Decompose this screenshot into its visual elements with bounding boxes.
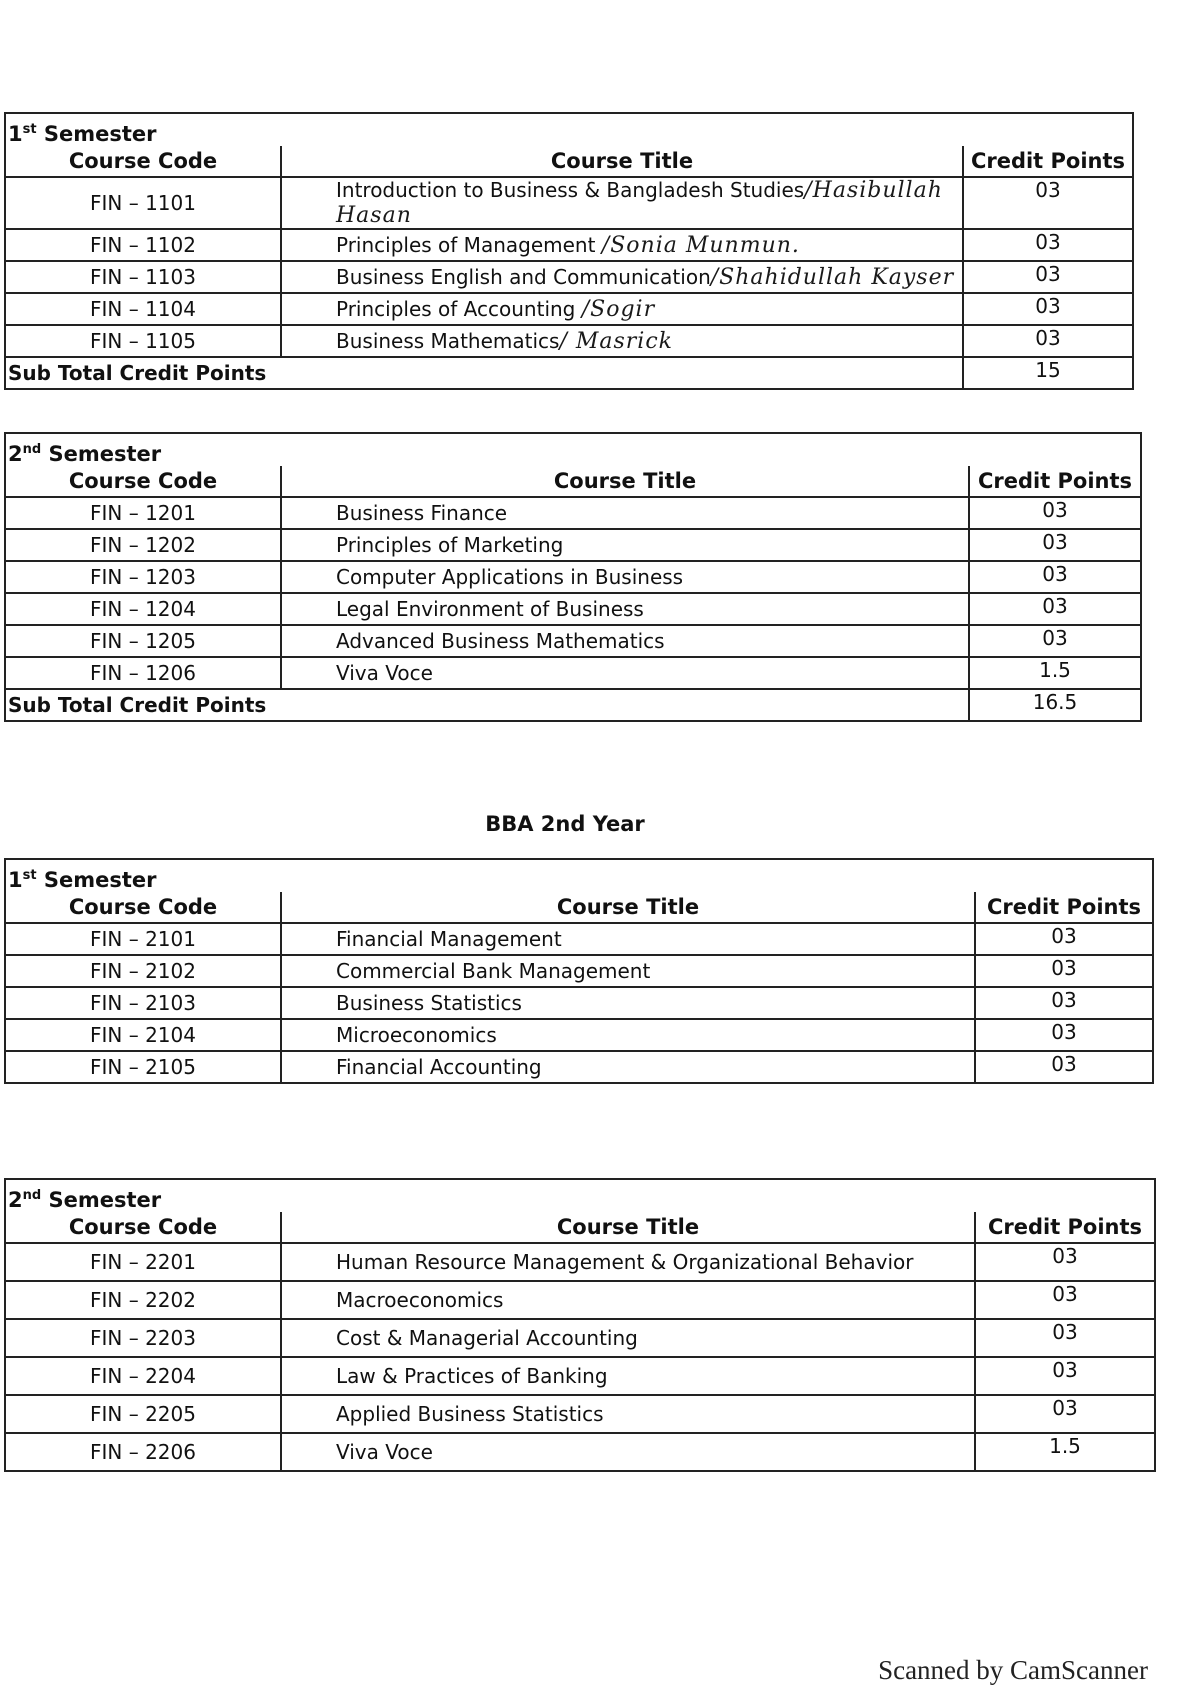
handwritten-note: /Sogir — [581, 296, 656, 322]
course-code: FIN – 1202 — [5, 529, 281, 561]
semester-heading: 2nd Semester — [5, 1179, 1155, 1212]
course-title: Advanced Business Mathematics — [281, 625, 969, 657]
course-title: Commercial Bank Management — [281, 955, 975, 987]
course-title: Business Mathematics — [336, 328, 560, 353]
course-title: Principles of Accounting — [336, 296, 576, 321]
credit-points: 1.5 — [969, 657, 1141, 689]
subtotal-label: Sub Total Credit Points — [5, 689, 969, 721]
semester-heading: 1st Semester — [5, 859, 1153, 892]
course-code: FIN – 1102 — [5, 229, 281, 261]
credit-points: 03 — [969, 529, 1141, 561]
year-heading: BBA 2nd Year — [485, 812, 645, 836]
course-title-header: Course Title — [281, 892, 975, 923]
credit-points: 03 — [975, 923, 1153, 955]
semester-heading: 2nd Semester — [5, 433, 1141, 466]
subtotal-value: 15 — [963, 357, 1133, 389]
table-row — [5, 923, 1153, 955]
course-code: FIN – 2104 — [5, 1019, 281, 1051]
semester-heading-row — [5, 1179, 1155, 1212]
course-code-header: Course Code — [5, 1212, 281, 1243]
table-row — [5, 497, 1141, 529]
table-row — [5, 325, 1133, 357]
table-row — [5, 561, 1141, 593]
course-title: Principles of Management — [336, 232, 596, 257]
credit-points: 03 — [975, 1019, 1153, 1051]
course-code: FIN – 1204 — [5, 593, 281, 625]
semester-table-y1-s2 — [4, 432, 1142, 722]
handwritten-note: / Masrick — [559, 328, 673, 354]
course-title: Law & Practices of Banking — [281, 1357, 975, 1395]
course-title: Business Statistics — [281, 987, 975, 1019]
credit-points: 03 — [963, 229, 1133, 261]
course-title: Viva Voce — [281, 657, 969, 689]
header-row — [5, 466, 1141, 497]
course-code: FIN – 2202 — [5, 1281, 281, 1319]
table-row — [5, 1243, 1155, 1281]
credit-points-header: Credit Points — [963, 146, 1133, 177]
course-code: FIN – 1205 — [5, 625, 281, 657]
course-title-cell — [281, 261, 963, 293]
course-code: FIN – 2205 — [5, 1395, 281, 1433]
table-row — [5, 529, 1141, 561]
course-title-header: Course Title — [281, 466, 969, 497]
course-title-cell — [281, 293, 963, 325]
course-title: Business English and Communication — [336, 264, 711, 289]
semester-heading-row — [5, 859, 1153, 892]
table-row — [5, 261, 1133, 293]
course-code: FIN – 2201 — [5, 1243, 281, 1281]
credit-points-header: Credit Points — [975, 1212, 1155, 1243]
course-title-cell — [281, 229, 963, 261]
table-row — [5, 987, 1153, 1019]
credit-points: 03 — [963, 325, 1133, 357]
course-title-cell — [281, 177, 963, 229]
table-row — [5, 1019, 1153, 1051]
course-code: FIN – 2203 — [5, 1319, 281, 1357]
table-row — [5, 1395, 1155, 1433]
credit-points: 03 — [975, 1281, 1155, 1319]
course-title: Viva Voce — [281, 1433, 975, 1471]
course-code: FIN – 1206 — [5, 657, 281, 689]
course-title-header: Course Title — [281, 146, 963, 177]
course-code: FIN – 1104 — [5, 293, 281, 325]
course-title: Microeconomics — [281, 1019, 975, 1051]
course-title: Human Resource Management & Organizational Behavior — [281, 1243, 975, 1281]
credit-points: 03 — [975, 1051, 1153, 1083]
credit-points: 1.5 — [975, 1433, 1155, 1471]
table-row — [5, 625, 1141, 657]
semester-table-y2-s1 — [4, 858, 1154, 1084]
header-row — [5, 1212, 1155, 1243]
credit-points: 03 — [975, 955, 1153, 987]
course-title-header: Course Title — [281, 1212, 975, 1243]
course-code-header: Course Code — [5, 466, 281, 497]
credit-points: 03 — [969, 625, 1141, 657]
course-title: Introduction to Business & Bangladesh Studies — [336, 178, 805, 202]
credit-points: 03 — [969, 561, 1141, 593]
course-title: Financial Management — [281, 923, 975, 955]
subtotal-label: Sub Total Credit Points — [5, 357, 963, 389]
handwritten-note: /Shahidullah Kayser — [710, 264, 955, 290]
table-row — [5, 1357, 1155, 1395]
course-code-header: Course Code — [5, 892, 281, 923]
subtotal-value: 16.5 — [969, 689, 1141, 721]
course-title: Applied Business Statistics — [281, 1395, 975, 1433]
credit-points: 03 — [975, 1243, 1155, 1281]
table-row — [5, 177, 1133, 229]
credit-points: 03 — [969, 497, 1141, 529]
course-code: FIN – 1203 — [5, 561, 281, 593]
credit-points: 03 — [963, 293, 1133, 325]
course-code: FIN – 1201 — [5, 497, 281, 529]
handwritten-note: /Sonia Munmun. — [601, 232, 800, 258]
course-code: FIN – 2206 — [5, 1433, 281, 1471]
subtotal-row — [5, 689, 1141, 721]
table-row — [5, 1051, 1153, 1083]
course-code: FIN – 1103 — [5, 261, 281, 293]
course-code: FIN – 1105 — [5, 325, 281, 357]
table-row — [5, 229, 1133, 261]
course-title: Business Finance — [281, 497, 969, 529]
table-row — [5, 1433, 1155, 1471]
credit-points: 03 — [975, 1395, 1155, 1433]
course-title: Macroeconomics — [281, 1281, 975, 1319]
table-row — [5, 1319, 1155, 1357]
credit-points: 03 — [975, 1357, 1155, 1395]
table-row — [5, 293, 1133, 325]
semester-heading-row — [5, 433, 1141, 466]
course-title: Principles of Marketing — [281, 529, 969, 561]
header-row — [5, 892, 1153, 923]
course-code: FIN – 1101 — [5, 177, 281, 229]
credit-points: 03 — [963, 177, 1133, 229]
table-row — [5, 593, 1141, 625]
course-title: Financial Accounting — [281, 1051, 975, 1083]
semester-table-y2-s2 — [4, 1178, 1156, 1472]
course-code: FIN – 2204 — [5, 1357, 281, 1395]
semester-heading: 1st Semester — [5, 113, 1133, 146]
course-code-header: Course Code — [5, 146, 281, 177]
semester-heading-row — [5, 113, 1133, 146]
course-title-cell — [281, 325, 963, 357]
course-code: FIN – 2101 — [5, 923, 281, 955]
handwritten-note: /Hasibullah Hasan — [336, 178, 943, 228]
table-row — [5, 657, 1141, 689]
credit-points-header: Credit Points — [969, 466, 1141, 497]
credit-points: 03 — [963, 261, 1133, 293]
table-row — [5, 1281, 1155, 1319]
credit-points: 03 — [969, 593, 1141, 625]
semester-table-y1-s1 — [4, 112, 1134, 390]
credit-points: 03 — [975, 987, 1153, 1019]
header-row — [5, 146, 1133, 177]
course-code: FIN – 2105 — [5, 1051, 281, 1083]
subtotal-row — [5, 357, 1133, 389]
credit-points: 03 — [975, 1319, 1155, 1357]
credit-points-header: Credit Points — [975, 892, 1153, 923]
course-code: FIN – 2103 — [5, 987, 281, 1019]
course-title: Computer Applications in Business — [281, 561, 969, 593]
course-code: FIN – 2102 — [5, 955, 281, 987]
course-title: Legal Environment of Business — [281, 593, 969, 625]
scanner-footer: Scanned by CamScanner — [878, 1655, 1148, 1685]
table-row — [5, 955, 1153, 987]
course-title: Cost & Managerial Accounting — [281, 1319, 975, 1357]
